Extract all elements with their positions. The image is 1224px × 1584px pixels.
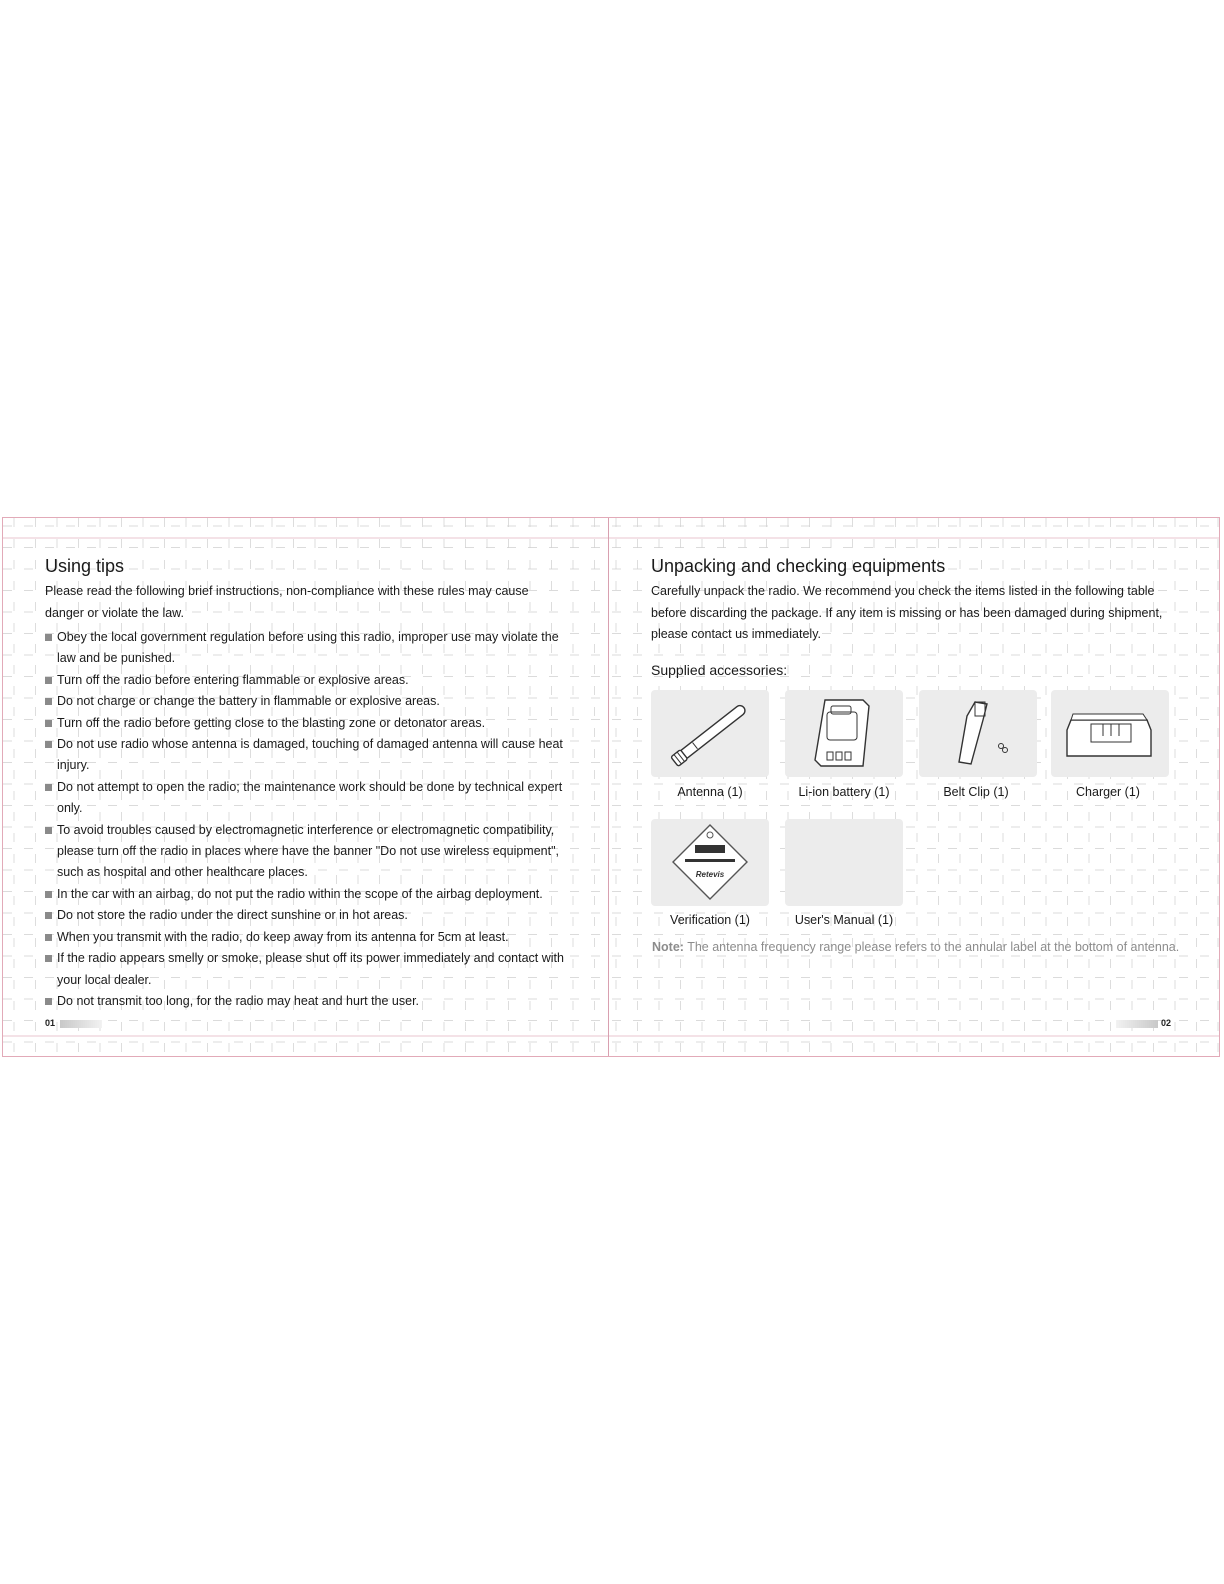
accessory-label: Verification (1) — [670, 913, 750, 927]
battery-icon — [785, 690, 903, 777]
tip-item — [45, 948, 570, 991]
tip-item — [45, 670, 570, 691]
note-label: Note: — [652, 940, 684, 954]
accessory-card — [785, 690, 903, 777]
square-bullet-icon — [45, 955, 52, 962]
accessories-grid — [651, 690, 1171, 940]
intro-paragraph: Carefully unpack the radio. We recommend you check the items listed in the following table before discarding the package. If any item is missing or has been damaged during shipment, please contact us immediately. — [651, 584, 1163, 641]
square-bullet-icon — [45, 912, 52, 919]
accessories-heading: Supplied accessories: — [651, 662, 788, 678]
belt-clip-icon — [919, 690, 1037, 777]
square-bullet-icon — [45, 784, 52, 791]
intro-paragraph: Please read the following brief instructions, non-compliance with these rules may cause danger or violate the law. — [45, 584, 529, 620]
tip-item — [45, 820, 570, 884]
tip-text: Do not attempt to open the radio; the maintenance work should be done by technical expert only. — [57, 779, 563, 816]
tip-item — [45, 991, 570, 1012]
page-unpacking — [609, 518, 1220, 1056]
square-bullet-icon — [45, 677, 52, 684]
tip-item — [45, 777, 570, 820]
tip-item — [45, 691, 570, 712]
accessory-label: Antenna (1) — [677, 785, 743, 799]
antenna-note — [652, 940, 1179, 954]
charger-icon — [1051, 690, 1169, 777]
square-bullet-icon — [45, 998, 52, 1005]
note-text: The antenna frequency range please refers to the annular label at the bottom of antenna. — [683, 940, 1180, 954]
square-bullet-icon — [45, 891, 52, 898]
tip-item — [45, 713, 570, 734]
verification-tag-text: Retevis — [695, 870, 725, 879]
page-title: Using tips — [45, 556, 125, 576]
square-bullet-icon — [45, 934, 52, 941]
accessory-label: User's Manual (1) — [794, 913, 894, 927]
tips-list — [45, 627, 570, 1012]
antenna-icon — [651, 690, 769, 777]
tip-text: In the car with an airbag, do not put the radio within the scope of the airbag deployment. — [57, 886, 543, 901]
accessory-label: Li-ion battery (1) — [798, 785, 890, 799]
page-using-tips — [3, 518, 608, 1056]
tip-text: Do not charge or change the battery in flammable or explosive areas. — [57, 694, 440, 709]
tip-text: Do not store the radio under the direct sunshine or in hot areas. — [57, 908, 408, 923]
accessory-label: Charger (1) — [1076, 785, 1140, 799]
page-number-bar — [1116, 1020, 1158, 1028]
accessory-card — [651, 690, 769, 777]
manual-icon — [785, 819, 903, 906]
page-number: 01 — [45, 1018, 56, 1028]
square-bullet-icon — [45, 698, 52, 705]
tip-text: Turn off the radio before entering flammable or explosive areas. — [57, 672, 409, 687]
page-number: 02 — [1161, 1018, 1172, 1028]
tip-text: Do not use radio whose antenna is damaged, touching of damaged antenna will cause heat injury. — [57, 737, 563, 773]
accessory-card — [785, 819, 903, 906]
square-bullet-icon — [45, 720, 52, 727]
page-number-bar — [60, 1020, 102, 1028]
accessory-card — [651, 819, 769, 906]
tip-item — [45, 734, 570, 777]
tip-text: To avoid troubles caused by electromagnetic interference or electromagnetic compatibility, please turn off the radio in places where have the banner "Do not use wireless equipment", such as hospital and other healthcare places. — [57, 822, 560, 880]
accessory-card — [919, 690, 1037, 777]
tip-item — [45, 627, 570, 670]
tip-item — [45, 927, 570, 948]
square-bullet-icon — [45, 741, 52, 748]
square-bullet-icon — [45, 634, 52, 641]
manual-spread — [2, 517, 1220, 1057]
verification-tag-icon — [651, 819, 769, 906]
tip-text: If the radio appears smelly or smoke, please shut off its power immediately and contact with your local dealer. — [57, 951, 564, 987]
tip-text: When you transmit with the radio, do keep away from its antenna for 5cm at least. — [57, 929, 509, 944]
tip-item — [45, 884, 570, 905]
tip-text: Turn off the radio before getting close to the blasting zone or detonator areas. — [57, 715, 486, 730]
tip-text: Obey the local government regulation before using this radio, improper use may violate the law and be punished. — [57, 630, 559, 666]
tip-item — [45, 905, 570, 926]
square-bullet-icon — [45, 827, 52, 834]
accessory-label: Belt Clip (1) — [943, 785, 1009, 799]
page-title: Unpacking and checking equipments — [651, 556, 946, 576]
accessory-card — [1051, 690, 1169, 777]
tip-text: Do not transmit too long, for the radio may heat and hurt the user. — [57, 993, 420, 1008]
